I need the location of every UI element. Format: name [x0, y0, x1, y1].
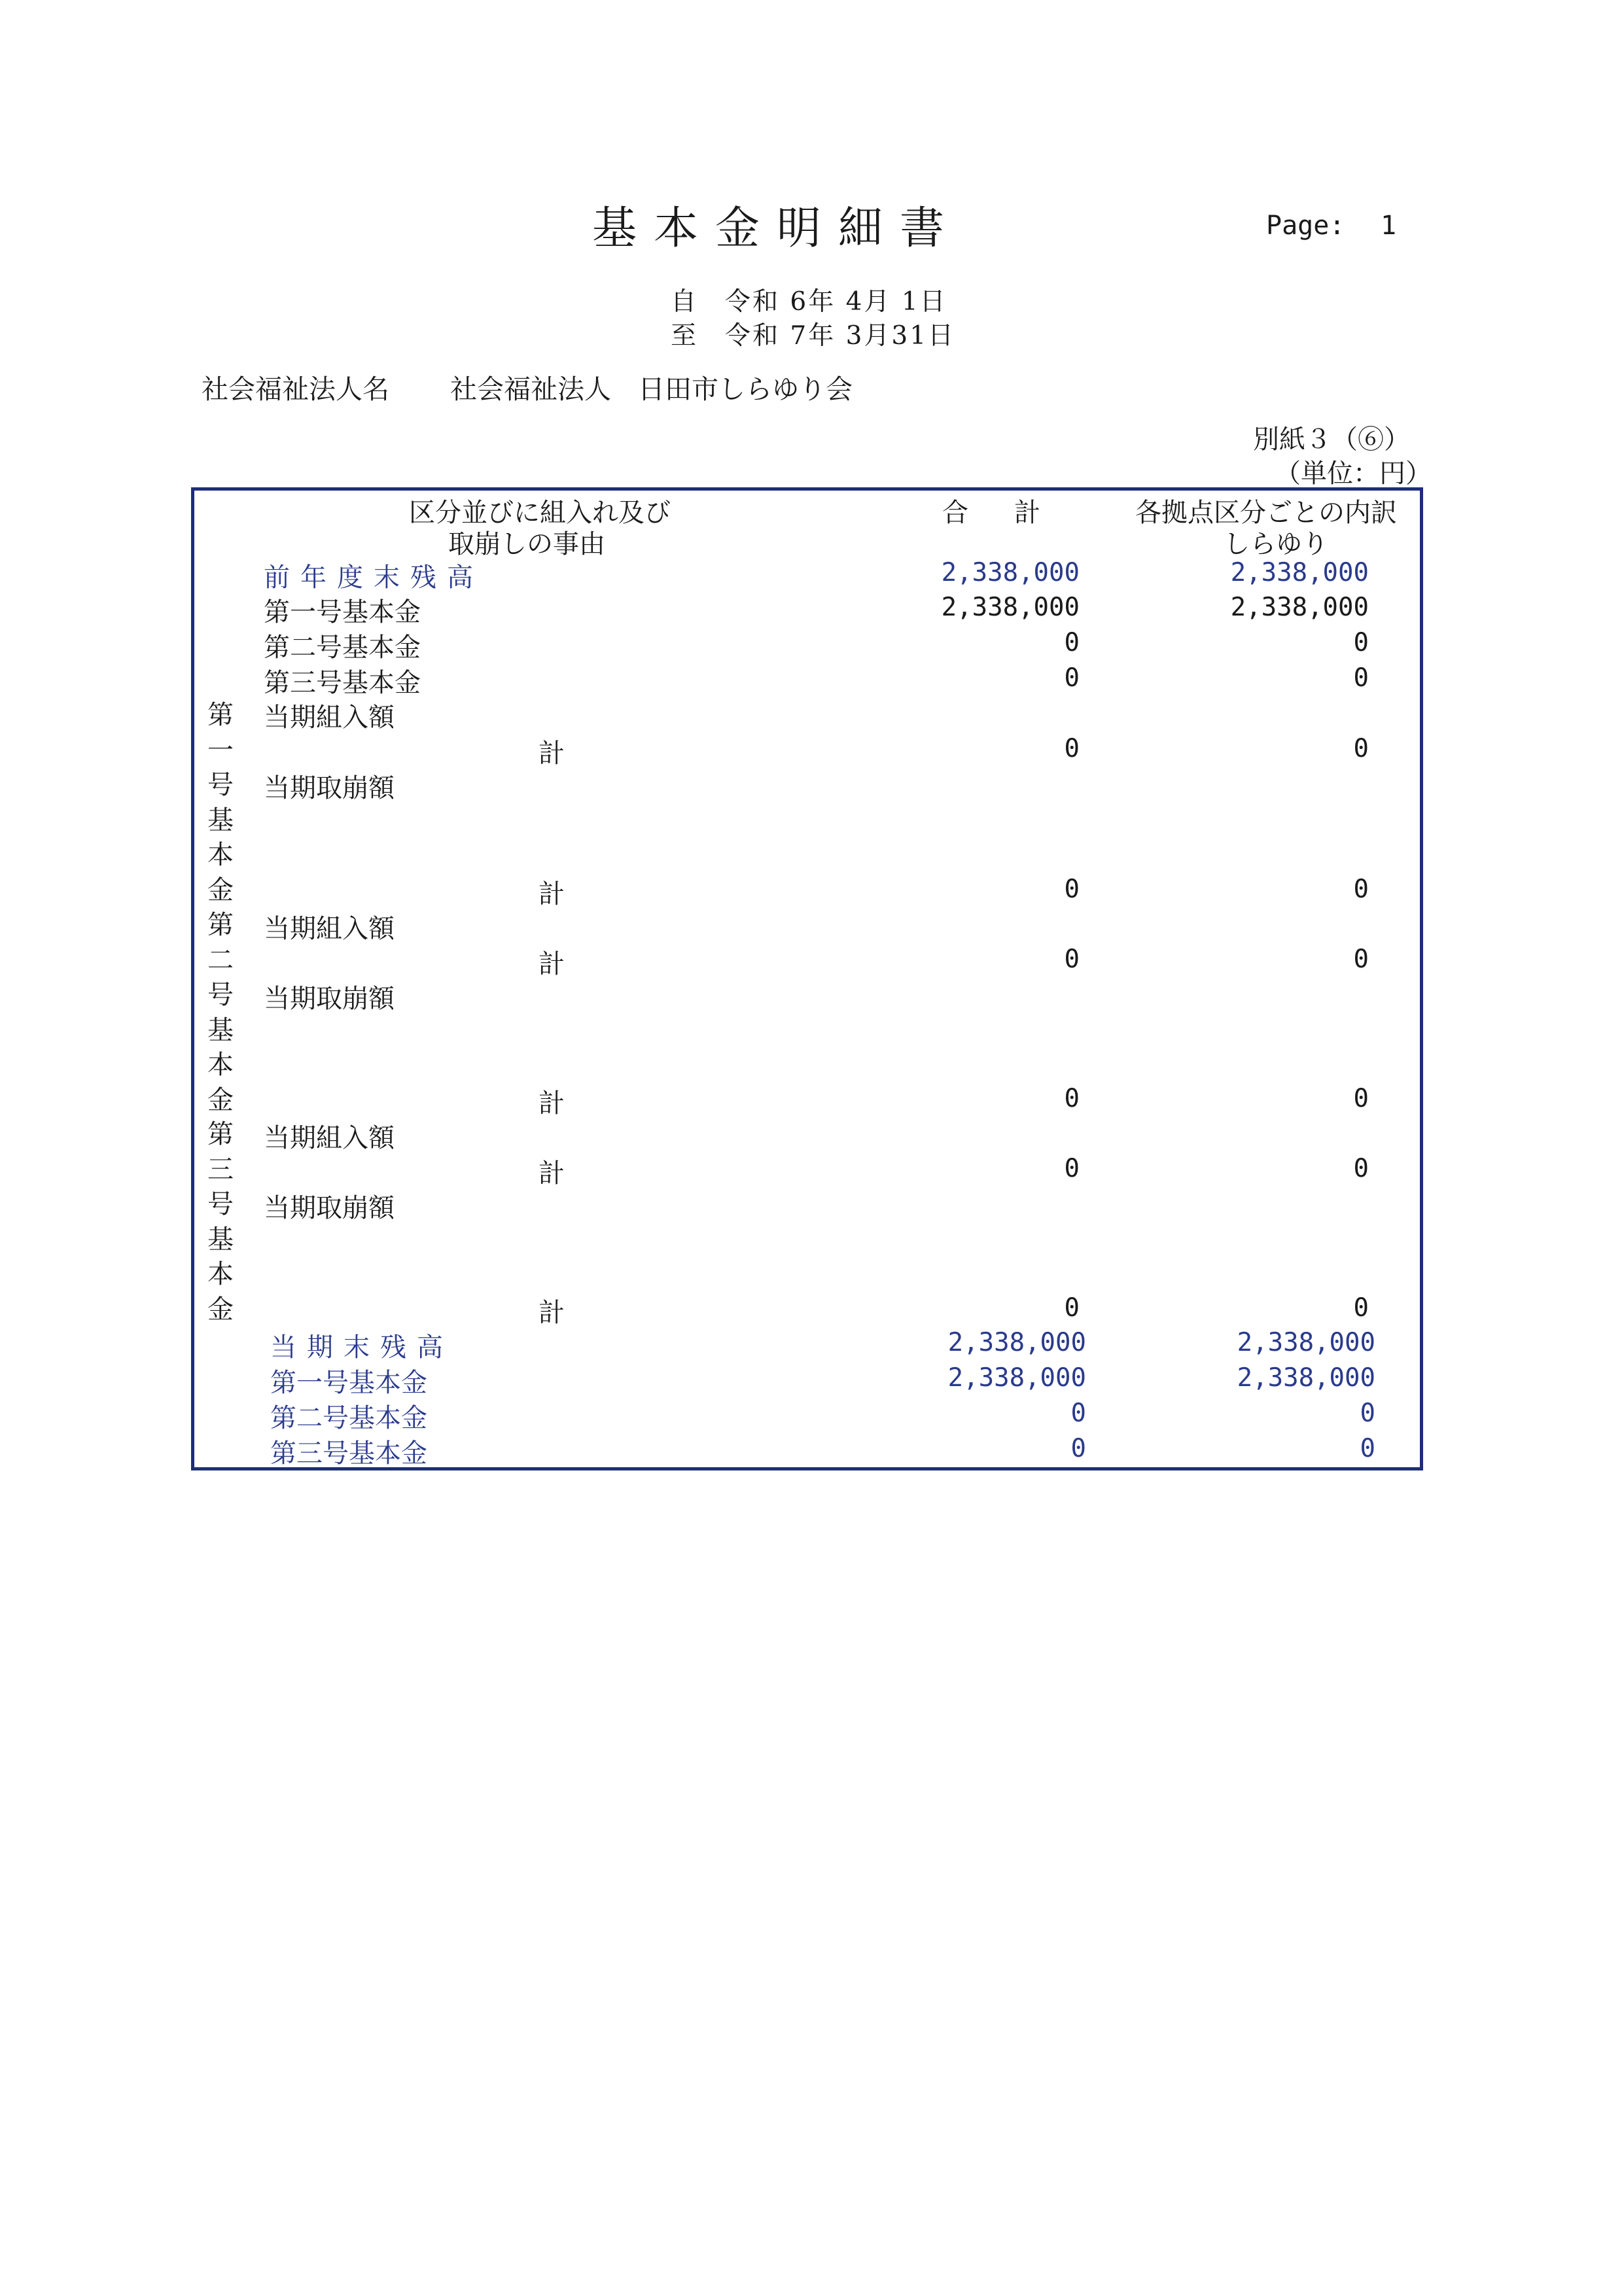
incorporation-base: 0: [1353, 1154, 1369, 1183]
closing-item-base: 0: [1360, 1399, 1375, 1428]
incorporation-label: 当期組入額: [264, 914, 395, 944]
subtotal-label: 計: [538, 879, 565, 909]
incorporation-total: 0: [1064, 734, 1080, 763]
corporation-name: 社会福祉法人 日田市しらゆり会: [450, 374, 853, 405]
reversal-total: 0: [1064, 1084, 1080, 1113]
subtotal-label: 計: [538, 1088, 565, 1119]
incorporation-total: 0: [1064, 945, 1080, 974]
subtotal-label: 計: [538, 739, 565, 769]
opening-item-total: 0: [1064, 628, 1080, 657]
incorporation-label: 当期組入額: [264, 703, 395, 733]
reversal-base: 0: [1353, 1293, 1369, 1323]
reversal-total: 0: [1064, 875, 1080, 904]
closing-balance-label: 当期末残高: [270, 1332, 453, 1363]
incorporation-base: 0: [1353, 734, 1369, 763]
period-to-date: 令和 7年 3月31日: [725, 321, 956, 351]
section-vertical-label: 第一号基本金: [207, 700, 234, 905]
subtotal-label: 計: [538, 949, 565, 979]
period-from-label: 自: [671, 287, 697, 317]
header-total: 合計: [942, 498, 1086, 528]
period-from-date: 令和 6年 4月 1日: [725, 287, 947, 317]
opening-item-base: 0: [1353, 628, 1369, 657]
subtotal-label: 計: [538, 1158, 565, 1189]
closing-item-label: 第二号基本金: [270, 1403, 427, 1433]
unit-label: （単位：円）: [1275, 459, 1432, 489]
closing-item-total: 0: [1070, 1399, 1086, 1428]
header-reason-line1: 区分並びに組入れ及び: [409, 498, 671, 528]
opening-item-base: 2,338,000: [1230, 593, 1369, 622]
closing-item-label: 第三号基本金: [270, 1438, 427, 1469]
document-title: 基本金明細書: [592, 203, 962, 254]
closing-item-base: 0: [1360, 1434, 1375, 1463]
closing-balance-base: 2,338,000: [1237, 1328, 1375, 1357]
closing-balance-total: 2,338,000: [947, 1328, 1086, 1357]
closing-item-label: 第一号基本金: [270, 1368, 427, 1398]
closing-item-total: 0: [1070, 1434, 1086, 1463]
header-base-name: しらゆり: [1224, 529, 1328, 559]
opening-balance-label: 前年度末残高: [264, 563, 484, 593]
subtotal-label: 計: [538, 1298, 565, 1328]
opening-balance-base: 2,338,000: [1230, 558, 1369, 587]
reversal-label: 当期取崩額: [264, 773, 395, 803]
incorporation-label: 当期組入額: [264, 1123, 395, 1153]
reversal-label: 当期取崩額: [264, 1193, 395, 1223]
opening-item-total: 0: [1064, 663, 1080, 693]
page-number: 1: [1381, 211, 1397, 241]
appendix-label: 別紙３（⑥）: [1253, 425, 1410, 455]
incorporation-base: 0: [1353, 945, 1369, 974]
closing-item-base: 2,338,000: [1237, 1363, 1375, 1393]
section-vertical-label: 第三号基本金: [207, 1119, 234, 1325]
incorporation-total: 0: [1064, 1154, 1080, 1183]
opening-item-label: 第二号基本金: [264, 633, 421, 663]
reversal-label: 当期取崩額: [264, 984, 395, 1014]
section-vertical-label: 第二号基本金: [207, 910, 234, 1115]
reversal-total: 0: [1064, 1293, 1080, 1323]
opening-balance-total: 2,338,000: [941, 558, 1080, 587]
header-reason-line2: 取崩しの事由: [448, 529, 605, 559]
period-to-label: 至: [671, 321, 697, 351]
page-label: Page:: [1266, 211, 1345, 241]
reversal-base: 0: [1353, 875, 1369, 904]
opening-item-label: 第一号基本金: [264, 597, 421, 627]
opening-item-total: 2,338,000: [941, 593, 1080, 622]
corporation-label: 社会福祉法人名: [202, 374, 389, 405]
reversal-base: 0: [1353, 1084, 1369, 1113]
header-breakdown: 各拠点区分ごとの内訳: [1135, 498, 1397, 528]
opening-item-label: 第三号基本金: [264, 668, 421, 698]
closing-item-total: 2,338,000: [947, 1363, 1086, 1393]
opening-item-base: 0: [1353, 663, 1369, 693]
